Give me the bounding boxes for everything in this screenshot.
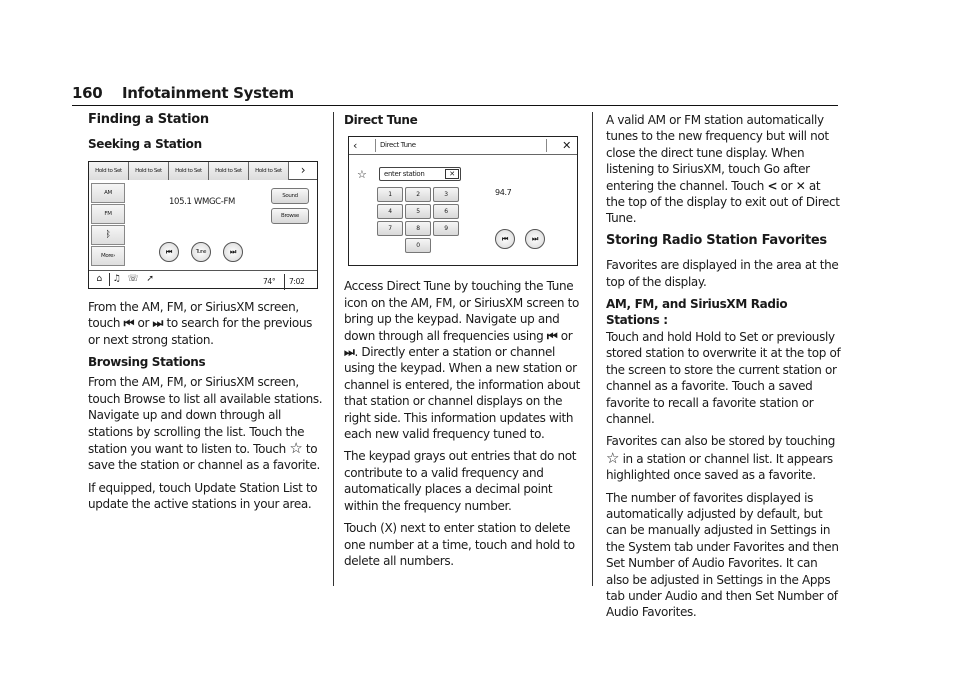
close-icon: ✕ <box>795 178 806 193</box>
preset-button[interactable]: Hold to Set <box>129 162 169 180</box>
section-heading-finding: Finding a Station <box>88 112 209 127</box>
favorites-text: Favorites are displayed in the area at the top of the display. <box>606 258 839 289</box>
column-3 <box>606 112 842 627</box>
preset-button[interactable]: Hold to Set <box>249 162 289 180</box>
column-divider <box>333 112 334 586</box>
station-entry-placeholder: enter station <box>384 170 425 179</box>
direct-tune-titlebar <box>349 137 577 155</box>
bluetooth-icon[interactable]: ᛒ <box>91 225 125 245</box>
keypad-key[interactable]: 5 <box>405 204 431 219</box>
chevron-right-icon[interactable]: › <box>300 162 306 177</box>
exit-or: or <box>780 178 793 193</box>
temperature-readout: 74° <box>263 276 276 286</box>
direct-text-a: Access Direct Tune by touching the Tune icon on the AM, FM, or SiriusXM screen to bring up the keypad. Navigate up and down through all frequencies using <box>344 279 579 343</box>
star-text-b: in a station or channel list. It appears highlighted once saved as a favorite. <box>606 451 833 483</box>
status-bar <box>89 270 317 288</box>
seek-text-a: From the AM, FM, or SiriusXM screen, touch <box>88 299 299 331</box>
seek-forward-icon: ⏭ <box>152 316 163 331</box>
seek-forward-icon[interactable]: ⏭ <box>525 229 545 249</box>
station-name: 105.1 WMGC-FM <box>168 196 236 207</box>
seek-back-icon: ⏮ <box>546 328 558 343</box>
subheading-am-fm: AM, FM, and SiriusXM Radio Stations : <box>606 297 788 328</box>
preset-bar <box>89 162 317 180</box>
star-text-a: Favorites can also be stored by touching <box>606 434 836 449</box>
seek-back-icon: ⏮ <box>123 316 135 331</box>
keypad-key[interactable]: 7 <box>377 221 403 236</box>
page-header <box>72 84 838 106</box>
station-entry-field[interactable] <box>379 167 461 181</box>
close-icon[interactable]: ✕ <box>562 139 571 153</box>
keypad-key[interactable]: 2 <box>405 187 431 202</box>
preset-button[interactable]: Hold to Set <box>89 162 129 180</box>
column-1 <box>88 112 326 519</box>
browse-text-end: to save the station or channel as a favorite. <box>88 442 320 473</box>
keypad-key[interactable]: 6 <box>433 204 459 219</box>
source-am-button[interactable]: AM <box>91 183 125 203</box>
nav-app-icon[interactable]: ➚ <box>146 273 154 284</box>
chevron-right-icon: › <box>113 252 116 259</box>
source-more-label: More <box>100 252 114 259</box>
radio-screen-figure <box>88 161 318 289</box>
source-more-button[interactable] <box>91 246 125 266</box>
browse-button[interactable]: Browse <box>271 208 309 224</box>
subheading-seeking: Seeking a Station <box>88 137 202 152</box>
hold-to-set-text: Touch and hold Hold to Set or previously stored station to overwrite it at the top of the screen to store the current station or channel as a favorite. Touch a saved favorite to recall a favorite station or channel. <box>606 329 841 426</box>
seek-or: or <box>137 316 150 331</box>
tune-button[interactable]: Tune <box>191 242 211 262</box>
preset-button[interactable]: Hold to Set <box>209 162 249 180</box>
direct-or: or <box>560 328 573 343</box>
frequency-readout: 94.7 <box>495 188 512 198</box>
star-icon: ☆ <box>606 448 620 467</box>
keypad-text: The keypad grays out entries that do not contribute to a valid frequency and automatically places a decimal point within the frequency number. <box>344 449 577 513</box>
keypad-key[interactable]: 8 <box>405 221 431 236</box>
delete-icon[interactable]: ✕ <box>445 169 459 179</box>
seek-back-icon[interactable]: ⏮ <box>159 242 179 262</box>
exit-text-a: A valid AM or FM station automatically tunes to the new frequency but will not close the direct tune display. When listening to SiriusXM, touch Go after entering the channel. Touch <box>606 113 829 193</box>
keypad-key[interactable]: 0 <box>405 238 431 253</box>
source-fm-button[interactable]: FM <box>91 204 125 224</box>
preset-button[interactable]: Hold to Set <box>169 162 209 180</box>
audio-app-icon[interactable]: ♫ <box>109 273 123 286</box>
seek-back-icon[interactable]: ⏮ <box>495 229 515 249</box>
keypad-key[interactable]: 4 <box>377 204 403 219</box>
chapter-title: Infotainment System <box>122 84 294 102</box>
keypad-key[interactable]: 9 <box>433 221 459 236</box>
direct-tune-screen-figure <box>348 136 578 266</box>
delete-text: Touch (X) next to enter station to delete one number at a time, touch and hold to delete all numbers. <box>344 521 575 568</box>
subheading-browsing: Browsing Stations <box>88 355 206 370</box>
seek-text-b: to search for the previous or next strong station. <box>88 316 313 347</box>
sound-button[interactable]: Sound <box>271 188 309 204</box>
direct-text-b: . Directly enter a station or channel using the keypad. When a new station or channel is entered, the information about that station or channel displays on the right side. This information updates with each new valid frequency tuned to. <box>344 345 580 442</box>
seek-forward-icon[interactable]: ⏭ <box>223 242 243 262</box>
source-list <box>89 182 127 268</box>
page-number: 160 <box>72 84 103 102</box>
keypad-key[interactable]: 1 <box>377 187 403 202</box>
update-text: If equipped, touch Update Station List to update the active stations in your area. <box>88 480 318 512</box>
subheading-direct-tune: Direct Tune <box>344 113 418 127</box>
star-icon[interactable]: ☆ <box>357 168 367 182</box>
number-favorites-text: The number of favorites displayed is automatically adjusted by default, but can be manually adjusted in Settings in the System tab under Favorites and then Set Number of Audio Favorites. It can also be adjusted in Settings in the Apps tab under Audio and then Set Number of Audio Favorites. <box>606 490 839 620</box>
star-icon: ☆ <box>289 439 303 458</box>
browse-text: From the AM, FM, or SiriusXM screen, touch Browse to list all available stations. Navigate up and down through all stations by scrolling the list. Touch the station you want to listen to. Touch <box>88 375 323 457</box>
keypad-key[interactable]: 3 <box>433 187 459 202</box>
exit-text-b: at the top of the display to exit out of Direct Tune. <box>606 178 840 226</box>
back-chevron-icon: < <box>767 178 778 193</box>
seek-forward-icon: ⏭ <box>344 345 355 360</box>
column-divider <box>592 112 593 586</box>
home-icon[interactable]: ⌂ <box>96 273 102 284</box>
direct-tune-title: Direct Tune <box>375 139 547 152</box>
phone-app-icon[interactable]: ☏ <box>127 273 139 284</box>
back-chevron-icon[interactable]: ‹ <box>353 139 358 153</box>
section-heading-storing: Storing Radio Station Favorites <box>606 232 827 248</box>
column-2 <box>344 112 580 575</box>
clock-readout: 7:02 <box>284 274 304 290</box>
